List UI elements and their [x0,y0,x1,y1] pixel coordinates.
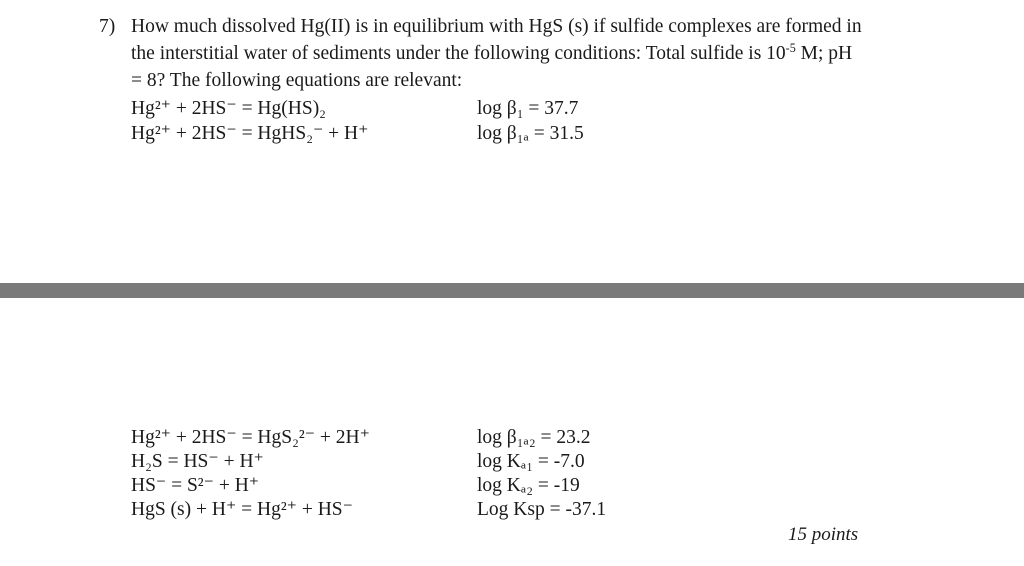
exponent: -5 [785,41,796,56]
equation-reaction: Hg²⁺ + 2HS⁻ = HgHS₂⁻ + H⁺ [131,123,369,144]
equation-constant: log β₁ = 37.7 [477,98,579,119]
equation-reaction: HgS (s) + H⁺ = Hg²⁺ + HS⁻ [131,499,353,520]
points-label: 15 points [788,524,859,545]
question-line-3: = 8? The following equations are relevant: [131,70,463,91]
question-line-1: How much dissolved Hg(II) is in equilibrium with HgS (s) if sulfide complexes are formed in [131,16,862,37]
page-divider [0,283,1024,298]
equation-reaction: H₂S = HS⁻ + H⁺ [131,451,264,472]
equation-reaction: Hg²⁺ + 2HS⁻ = HgS₂²⁻ + 2H⁺ [131,427,370,448]
question-line-2 [131,41,853,64]
question-line-2-text: the interstitial water of sediments under the following conditions: Total sulfide is 10 [131,43,786,64]
question-line-2-tail: M; pH [795,43,853,64]
equation-constant: Log Ksp = -37.1 [477,499,607,520]
equation-reaction: HS⁻ = S²⁻ + H⁺ [131,475,260,496]
equation-constant: log β₁ₐ₂ = 23.2 [477,427,591,448]
equation-reaction: Hg²⁺ + 2HS⁻ = Hg(HS)₂ [131,98,326,119]
equation-constant: log Kₐ₁ = -7.0 [477,451,585,472]
equation-constant: log Kₐ₂ = -19 [477,475,580,496]
equation-constant: log β₁ₐ = 31.5 [477,123,584,144]
question-number: 7) [99,16,116,37]
